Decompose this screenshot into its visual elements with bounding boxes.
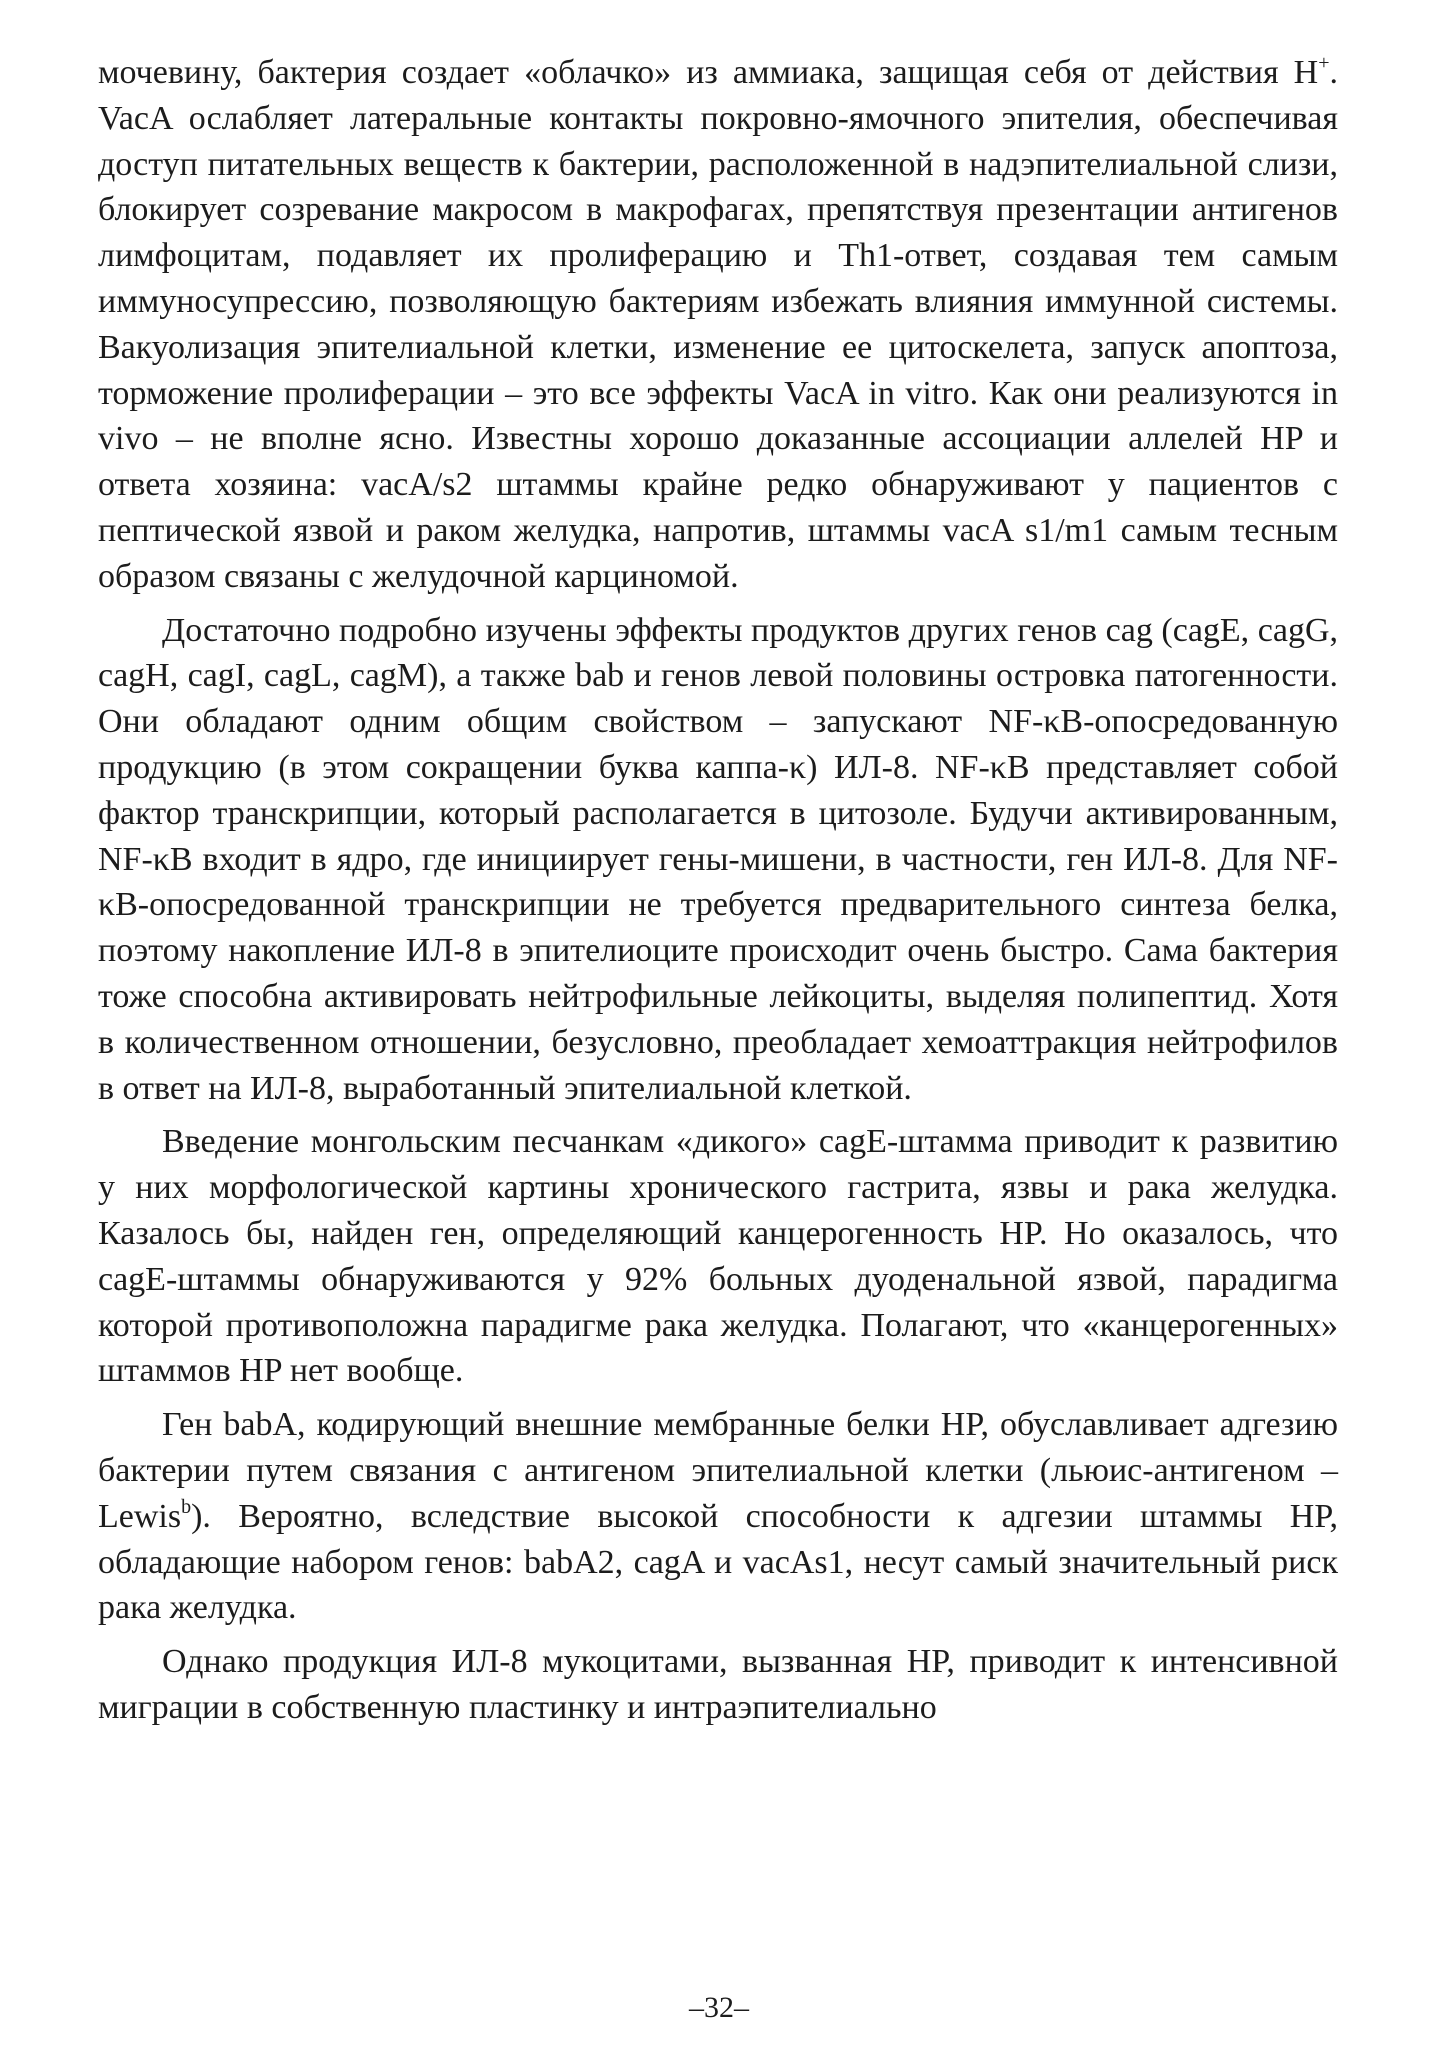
paragraph-1-text-b: . VacA ослабляет латеральные контакты покровно-ямочного эпителия, обеспечивая доступ питательных веществ к бактерии, расположенной в надэпителиальной слизи, блокирует созревание макросом в макрофагах, препятствуя презентации антигенов лимфоцитам, подавляет их пролиферацию и Th1-ответ, создавая тем самым иммуносупрессию, позволяющую бактериям избежать влияния иммунной системы. Вакуолизация эпителиальной клетки, изменение ее цитоскелета, запуск апоптоза, торможение пролиферации – это все эффекты VacA in vitro. Как они реализуются in vivo – не вполне ясно. Известны хорошо доказанные ассоциации аллелей HP и ответа хозяина: vacA/s2 штаммы крайне редко обнаруживают у пациентов с пептической язвой и раком желудка, напротив, штаммы vacA s1/m1 самым тесным образом связаны с желудочной карциномой. (98, 54, 1338, 595)
page-body (98, 50, 1338, 1731)
paragraph-1-text-a: мочевину, бактерия создает «облачко» из аммиака, защищая себя от действия Н (98, 54, 1319, 91)
superscript-plus: + (1318, 52, 1330, 74)
paragraph-1 (98, 50, 1338, 600)
page-number: –32– (689, 1991, 749, 2024)
paragraph-4 (98, 1402, 1338, 1631)
superscript-b: b (181, 1495, 192, 1518)
paragraph-4-text-a: Ген babA, кодирующий внешние мембранные белки HP, обуславливает адгезию бактерии путем связания с антигеном эпителиальной клетки (льюис-антигеном – Lewis (98, 1406, 1338, 1535)
paragraph-5: Однако продукция ИЛ-8 мукоцитами, вызванная HP, приводит к интенсивной миграции в собственную пластинку и интраэпителиально (98, 1643, 1338, 1726)
paragraph-4-text-b: ). Вероятно, вследствие высокой способности к адгезии штаммы HP, обладающие набором генов: babA2, cagA и vacAs1, несут самый значительный риск рака желудка. (98, 1497, 1338, 1627)
paragraph-2: Достаточно подробно изучены эффекты продуктов других генов cag (cagE, cagG, cagH, cagI, cagL, cagM), а также bab и генов левой половины островка патогенности. Они обладают одним общим свойством – запускают NF-κB-опосредованную продукцию (в этом сокращении буква каппа-κ) ИЛ-8. NF-κB представляет собой фактор транскрипции, который располагается в цитозоле. Будучи активированным, NF-κB входит в ядро, где инициирует гены-мишени, в частности, ген ИЛ-8. Для NF-κB-опосредованной транскрипции не требуется предварительного синтеза белка, поэтому накопление ИЛ-8 в эпителиоците происходит очень быстро. Сама бактерия тоже способна активировать нейтрофильные лейкоциты, выделяя полипептид. Хотя в количественном отношении, безусловно, преобладает хемоаттракция нейтрофилов в ответ на ИЛ-8, выработанный эпителиальной клеткой. (98, 611, 1338, 1107)
paragraph-3: Введение монгольским песчанкам «дикого» cagE-штамма приводит к развитию у них морфологической картины хронического гастрита, язвы и рака желудка. Казалось бы, найден ген, определяющий канцерогенность HP. Но оказалось, что cagE-штаммы обнаруживаются у 92% больных дуоденальной язвой, парадигма которой противоположна парадигме рака желудка. Полагают, что «канцерогенных» штаммов HP нет вообще. (98, 1123, 1338, 1390)
